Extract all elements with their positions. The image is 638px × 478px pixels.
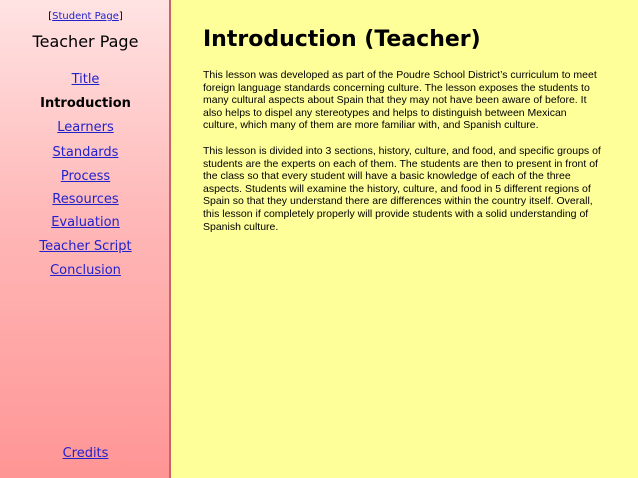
intro-paragraph-2: This lesson is divided into 3 sections, history, culture, and food, and specific groups of students are the experts on each of them. The students are then to present in front of the class so that every student will have a basic knowledge of each of the three aspects. Students will examine the history, culture, and food in 5 different regions of Spain so that they understand there are differences within the country itself. Overall, this lesson if completely properly will provide students with a solid understanding of Spanish culture. <box>203 145 601 233</box>
page-title: Introduction (Teacher) <box>203 27 481 52</box>
student-page-link-wrap <box>0 11 171 22</box>
student-page-link[interactable]: Student Page <box>52 11 119 22</box>
nav-process[interactable]: Process <box>60 169 111 184</box>
nav-credits[interactable]: Credits <box>62 446 109 461</box>
bracket-open: [ <box>48 11 53 22</box>
nav-evaluation[interactable]: Evaluation <box>51 215 120 230</box>
nav-standards[interactable]: Standards <box>52 145 119 160</box>
nav-learners[interactable]: Learners <box>57 120 114 135</box>
intro-paragraph-1: This lesson was developed as part of the Poudre School District’s curriculum to meet foreign language standards concerning culture. The lesson exposes the students to many cultural aspects about Spain that they may not have been aware of before. It also helps to dispel any stereotypes and helps to distinguish between Mexican culture, which many of them are more familiar with, and Spanish culture. <box>203 69 597 132</box>
sidebar-nav <box>0 0 171 478</box>
nav-conclusion[interactable]: Conclusion <box>50 263 121 278</box>
nav-resources[interactable]: Resources <box>52 192 119 207</box>
bracket-close: ] <box>118 11 123 22</box>
nav-title[interactable]: Title <box>71 72 100 87</box>
nav-introduction: Introduction <box>40 96 131 111</box>
nav-teacher-script[interactable]: Teacher Script <box>39 239 132 254</box>
sidebar-heading: Teacher Page <box>32 32 139 51</box>
